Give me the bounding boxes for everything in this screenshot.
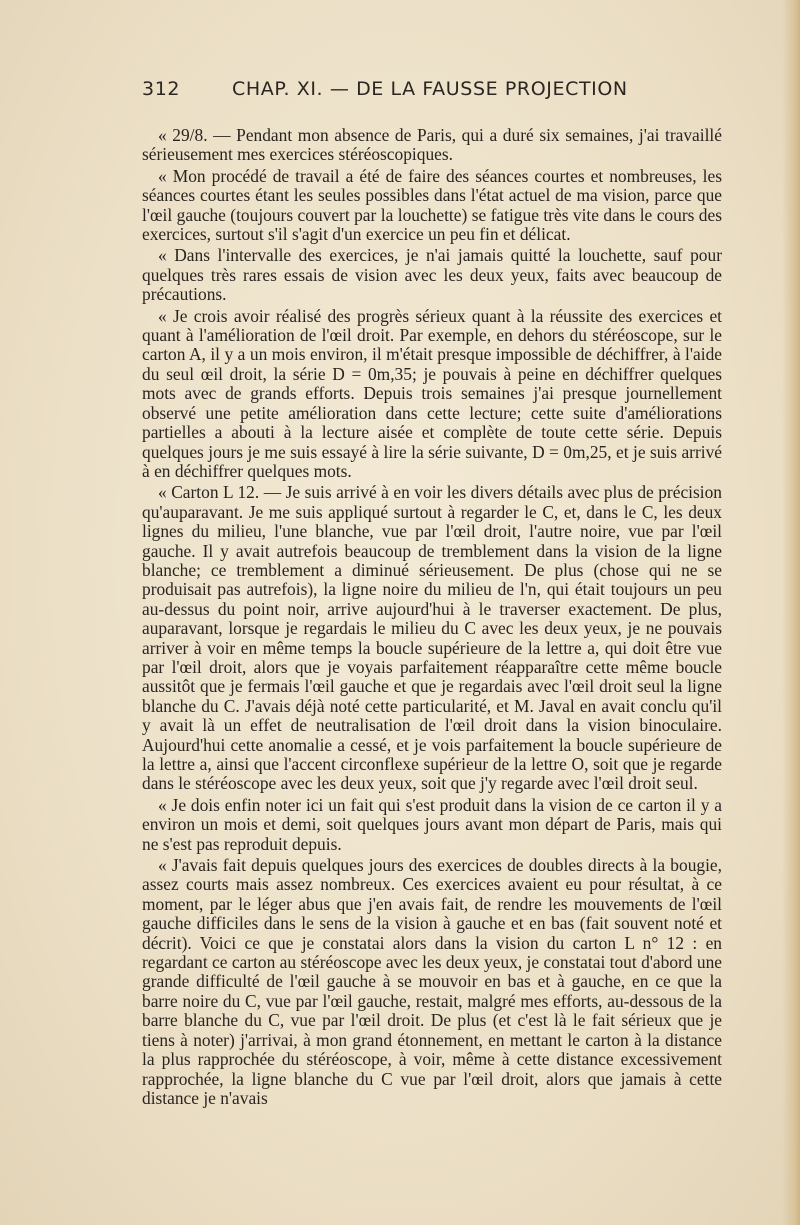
page-number: 312 [142, 78, 181, 100]
paragraph: « Je crois avoir réalisé des progrès sérieux quant à la réussite des exercices et quant à l'amélioration de l'œil droit. Par exemple, en dehors du stéréoscope, sur le carton A, il y a un mois environ, il m'était presque impossible de déchiffrer, à l'aide du seul œil droit, la série D = 0m,35; je pouvais à peine en déchiffrer quelques mots avec de grands efforts. Depuis trois semaines j'ai presque journellement observé une petite amélioration dans cette lecture; cette suite d'améliorations partielles a abouti à la lecture aisée et complète de toute cette série. Depuis quelques jours je me suis essayé à lire la série suivante, D = 0m,25, et je suis arrivé à en déchiffrer quelques mots. [142, 305, 722, 481]
body-text [142, 126, 722, 1110]
paragraph: « Carton L 12. — Je suis arrivé à en voir les divers détails avec plus de précision qu'auparavant. Je me suis appliqué surtout à regarder le C, et, dans le C, les deux lignes du milieu, l'une blanche, vue par l'œil droit, l'autre noire, vue par l'œil gauche. Il y avait autrefois beaucoup de tremblement dans la vision de la ligne blanche; ce tremblement a diminué sérieusement. De plus (chose qui ne se produisait pas autrefois), la ligne noire du milieu de l'n, qui était toujours un peu au-dessus du point noir, arrive aujourd'hui à le traverser exactement. De plus, auparavant, lorsque je regardais le milieu du C avec les deux yeux, je ne pouvais arriver à voir en même temps la boucle supérieure de la lettre a, qui doit être vue par l'œil droit, alors que je voyais parfaitement réapparaître cette même boucle aussitôt que je fermais l'œil gauche et que je regardais avec l'œil droit seul la ligne blanche du C. J'avais déjà noté cette particularité, et M. Javal en avait conclu qu'il y avait là un effet de neutralisation de l'œil droit dans la vision binoculaire. Aujourd'hui cette anomalie a cessé, et je vois parfaitement la boucle supérieure de la lettre a, ainsi que l'accent circonflexe supérieur de la lettre O, soit que je regarde dans le stéréoscope avec les deux yeux, soit que j'y regarde avec l'œil droit seul. [142, 482, 722, 794]
paragraph: « Dans l'intervalle des exercices, je n'ai jamais quitté la louchette, sauf pour quelques très rares essais de vision avec les deux yeux, faits avec beaucoup de précautions. [142, 245, 722, 305]
paragraph: « J'avais fait depuis quelques jours des exercices de doubles directs à la bougie, assez courts mais assez nombreux. Ces exercices avaient eu pour résultat, à ce moment, par le léger abus que j'en avais fait, de rendre les mouvements de l'œil gauche difficiles dans le sens de la vision à gauche et en bas (fait souvent noté et décrit). Voici ce que je constatai alors dans la vision du carton L n° 12 : en regardant ce carton au stéréoscope avec les deux yeux, je constatai tout d'abord une grande difficulté de l'œil gauche à se mouvoir en bas et à gauche, en ce que la barre noire du C, vue par l'œil gauche, restait, malgré mes efforts, au-dessous de la barre blanche du C, vue par l'œil droit. De plus (et c'est là le fait sérieux que je tiens à noter) j'arrivai, à mon grand étonnement, en mettant le carton à la distance la plus rapprochée du stéréoscope, à voir, même à cette distance excessivement rapprochée, la ligne blanche du C vue par l'œil droit, alors que jamais à cette distance je n'avais [142, 855, 722, 1108]
paragraph: « 29/8. — Pendant mon absence de Paris, qui a duré six semaines, j'ai travaillé sérieusement mes exercices stéréoscopiques. [142, 125, 722, 165]
running-title: CHAP. XI. — DE LA FAUSSE PROJECTION [232, 78, 628, 100]
paragraph: « Mon procédé de travail a été de faire des séances courtes et nombreuses, les séances courtes étant les seules possibles dans l'état actuel de ma vision, parce que l'œil gauche (toujours couvert par la louchette) se fatigue très vite dans le cours des exercices, surtout s'il s'agit d'un exercice un peu fin et délicat. [142, 165, 722, 245]
paragraph: « Je dois enfin noter ici un fait qui s'est produit dans la vision de ce carton il y a environ un mois et demi, soit quelques jours avant mon départ de Paris, mais qui ne s'est pas reproduit depuis. [142, 794, 722, 854]
page-header [142, 78, 702, 100]
page-edge-shadow [782, 0, 800, 1225]
